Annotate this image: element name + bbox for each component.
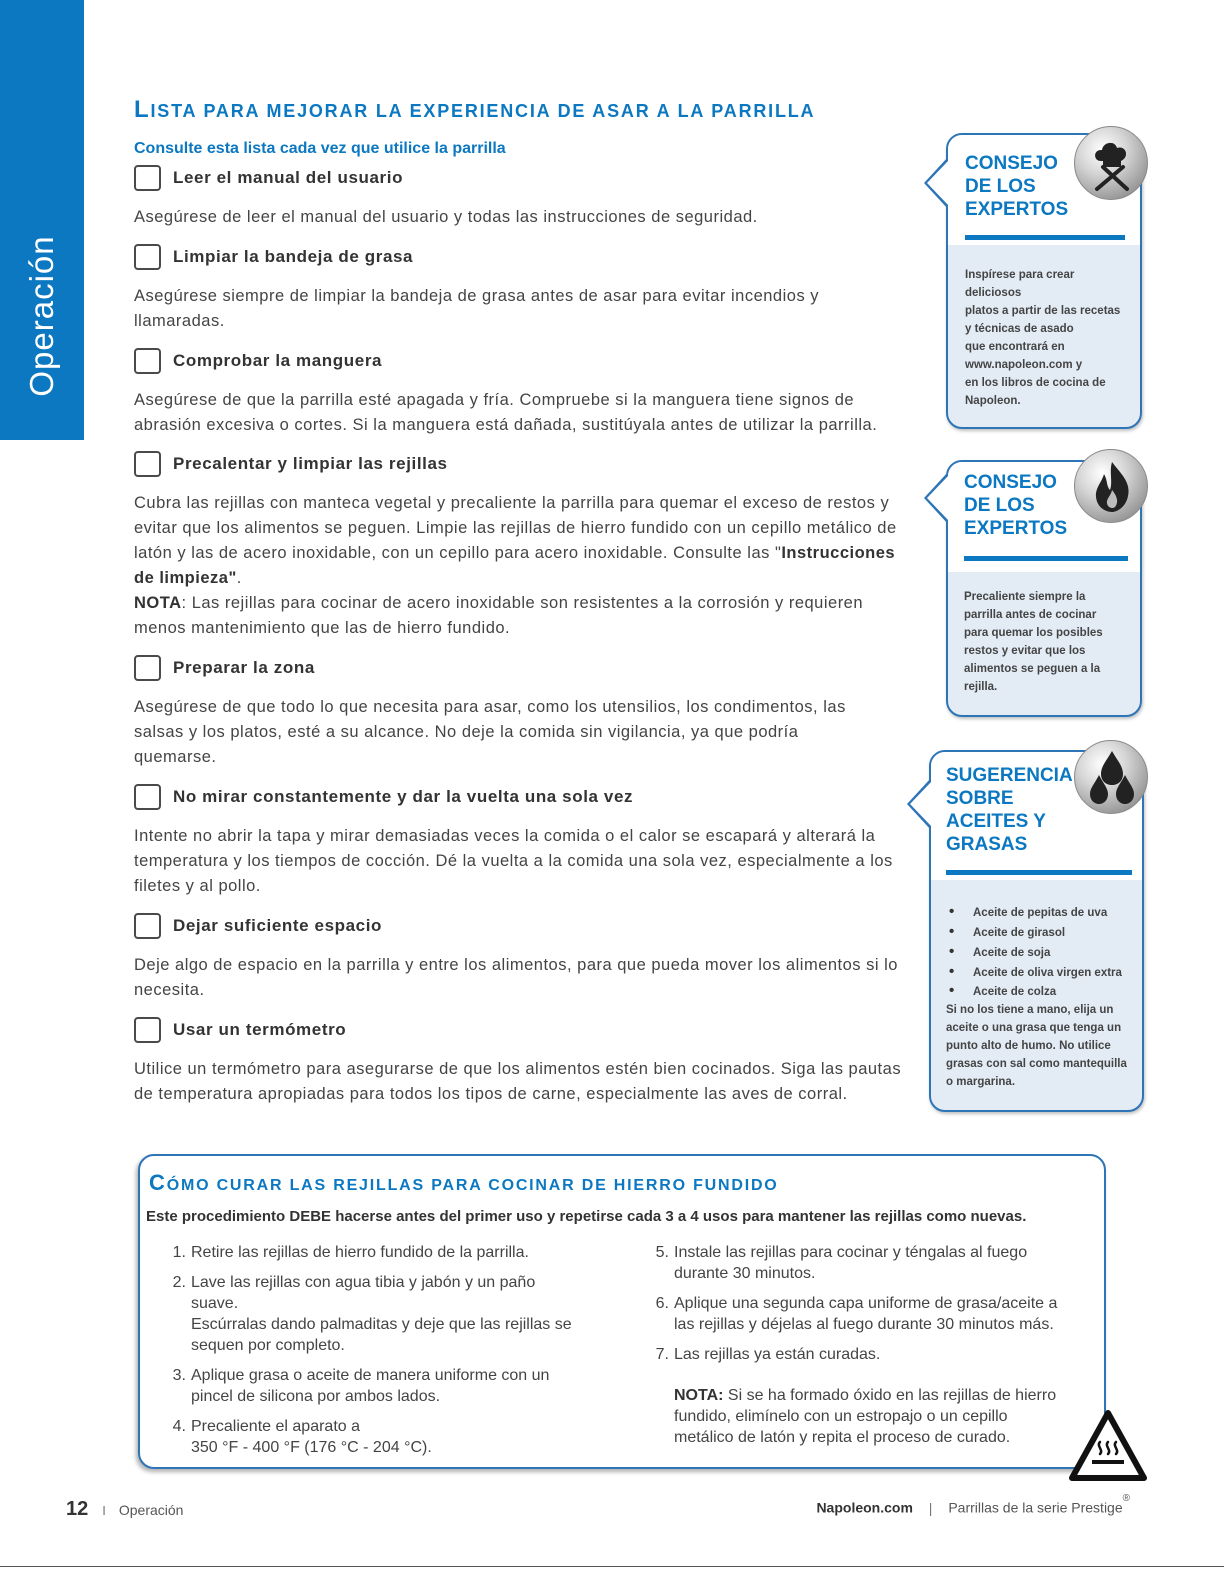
tip-title: SUGERENCIA SOBRE ACEITES Y GRASAS (946, 765, 1073, 855)
footer-site: Napoleon.com (816, 1499, 913, 1516)
flame-icon (1074, 449, 1148, 523)
list-item: 7. Las rejillas ya están curadas. (655, 1346, 881, 1363)
checklist-item (134, 348, 924, 438)
checklist-item (134, 244, 924, 334)
checklist-item (134, 165, 924, 230)
expert-tip-recipes (946, 133, 1142, 429)
checklist-item (134, 1017, 924, 1107)
footer-left (66, 1498, 183, 1521)
checklist-item (134, 655, 924, 770)
list-item: 5. Instale las rejillas para cocinar y téngalas al fuego durante 30 minutos. (655, 1244, 1028, 1282)
curing-steps-left (164, 1242, 624, 1467)
side-tab (0, 0, 84, 440)
footer-section: Operación (118, 1502, 184, 1518)
oil-list (946, 903, 1127, 1001)
curing-note: NOTA: Si se ha formado óxido en las rejillas de hierro fundido, elimínelo con un estropajo o un cepillo metálico de latón y repita el proceso de curado. (674, 1387, 1057, 1446)
footer-separator: | (928, 1499, 933, 1516)
item-title: Comprobar la manguera (173, 351, 383, 370)
curing-subtitle: Este procedimiento DEBE hacerse antes del primer uso y repetirse cada 3 a 4 usos para mantener las rejillas como nuevas. (146, 1208, 1027, 1225)
checklist-title: LISTA PARA MEJORAR LA EXPERIENCIA DE ASAR A LA PARRILLA (134, 96, 816, 123)
item-title: Dejar suficiente espacio (173, 916, 383, 935)
checkbox[interactable] (134, 655, 161, 681)
item-text: Asegúrese de que todo lo que necesita para asar, como los utensilios, los condimentos, las salsas y los platos, esté a su alcance. No deje la comida sin vigilancia, ya que podría quemarse. (134, 698, 846, 766)
tip-divider (964, 556, 1128, 561)
page-number: 12 (66, 1498, 89, 1520)
footer-series: Parrillas de la serie Prestige (948, 1499, 1123, 1516)
item-title: Leer el manual del usuario (173, 168, 404, 187)
checkbox[interactable] (134, 913, 161, 939)
oils-fats-tip (929, 750, 1144, 1112)
item-title: Precalentar y limpiar las rejillas (173, 454, 448, 473)
list-item: • Aceite de colza (946, 983, 1127, 1001)
footer-separator: I (102, 1503, 106, 1518)
list-item: 6. Aplique una segunda capa uniforme de grasa/aceite a las rejillas y déjelas al fuego durante 30 minutos más. (655, 1295, 1058, 1333)
tip-title: CONSEJO DE LOS EXPERTOS (965, 153, 1069, 220)
expert-tip-preheat (946, 460, 1142, 717)
item-text: Utilice un termómetro para asegurarse de que los alimentos estén bien cocinados. Siga las pautas de temperatura apropiadas para todos los tipos de carne, especialmente las aves de corral. (134, 1060, 902, 1103)
list-item: 3. Aplique grasa o aceite de manera uniforme con un pincel de silicona por ambos lados. (172, 1367, 550, 1405)
tip-body: Precaliente siempre la parrilla antes de cocinar para quemar los posibles restos y evitar que los alimentos se peguen a la rejilla. (964, 591, 1103, 693)
checkbox[interactable] (134, 348, 161, 374)
item-title: Usar un termómetro (173, 1020, 347, 1039)
bottom-divider (0, 1566, 1224, 1567)
list-item: 2. Lave las rejillas con agua tibia y jabón y un paño suave. Escúrralas dando palmaditas y deje que las rejillas se sequen por completo. (172, 1274, 572, 1354)
checklist-item (134, 913, 924, 1003)
tip-title: CONSEJO DE LOS EXPERTOS (964, 472, 1068, 539)
tip-body: Inspírese para crear deliciosos platos a partir de las recetas y técnicas de asado que encontrará en www.napoleon.com y en los libros de cocina de Napoleon. (965, 269, 1121, 407)
hot-surface-warning-icon (1068, 1408, 1148, 1484)
list-item: • Aceite de soja (946, 943, 1127, 963)
list-item: • Aceite de oliva virgen extra (946, 963, 1127, 983)
side-tab-label: Operación (23, 235, 60, 397)
item-text: Deje algo de espacio en la parrilla y entre los alimentos, para que pueda mover los alimentos si lo necesita. (134, 956, 898, 999)
checkbox[interactable] (134, 244, 161, 270)
curing-section (138, 1154, 1106, 1469)
item-title: No mirar constantemente y dar la vuelta una sola vez (173, 787, 634, 806)
item-text: Asegúrese de leer el manual del usuario y todas las instrucciones de seguridad. (134, 208, 758, 226)
checkbox[interactable] (134, 165, 161, 191)
tip-divider (965, 235, 1125, 240)
checkbox[interactable] (134, 1017, 161, 1043)
item-text: Intente no abrir la tapa y mirar demasiadas veces la comida o el calor se escapará y alterará la temperatura y los tiempos de cocción. Dé la vuelta a la comida una sola vez, especialmente a los filetes y al pollo. (134, 827, 893, 895)
chef-hat-utensils-icon (1074, 126, 1148, 200)
item-text: Asegúrese siempre de limpiar la bandeja de grasa antes de asar para evitar incendios y llamaradas. (134, 287, 820, 330)
list-item: • Aceite de girasol (946, 923, 1127, 943)
curing-steps-right (647, 1242, 1097, 1448)
checklist-item (134, 451, 924, 641)
tip-divider (946, 870, 1132, 875)
item-text: Cubra las rejillas con manteca vegetal y precaliente la parrilla para quemar el exceso de restos y evitar que los alimentos se peguen. Limpie las rejillas de hierro fundido con un cepillo metálico de latón y las de acero inoxidable, con un cepillo para acero inoxidable. Consulte las "Instrucciones de limpieza". NOTA: Las rejillas para cocinar de acero inoxidable son resistentes a la corrosión y requieren menos mantenimiento que las de hierro fundido. (134, 494, 897, 637)
item-title: Preparar la zona (173, 658, 315, 677)
list-item: 4. Precaliente el aparato a 350 °F - 400 °F (176 °C - 204 °C). (172, 1418, 432, 1456)
oil-drops-icon (1074, 740, 1148, 814)
item-title: Limpiar la bandeja de grasa (173, 247, 414, 266)
checklist-item (134, 784, 924, 899)
note-label: NOTA (134, 594, 182, 612)
curing-title: CÓMO CURAR LAS REJILLAS PARA COCINAR DE HIERRO FUNDIDO (149, 1170, 779, 1195)
tip-body: • Aceite de pepitas de uva • Aceite de girasol • Aceite de soja • Aceite de oliva virgen extra • Aceite de colza Si no los tiene a mano, elija un aceite o una grasa que tenga un punto alto de humo. No utilice grasas con sal como mantequilla o margarina. (946, 903, 1127, 1091)
footer-right (816, 1493, 1130, 1516)
registered-mark: ® (1122, 1493, 1130, 1504)
checklist-subtitle: Consulte esta lista cada vez que utilice la parrilla (134, 140, 506, 157)
checkbox[interactable] (134, 451, 161, 477)
list-item: • Aceite de pepitas de uva (946, 903, 1127, 923)
item-text: Asegúrese de que la parrilla esté apagada y fría. Compruebe si la manguera tiene signos de abrasión excesiva o cortes. Si la manguera está dañada, sustitúyala antes de utilizar la parrilla. (134, 391, 878, 434)
checkbox[interactable] (134, 784, 161, 810)
checklist-section (134, 96, 924, 1107)
list-item: 1. Retire las rejillas de hierro fundido de la parrilla. (172, 1244, 529, 1261)
